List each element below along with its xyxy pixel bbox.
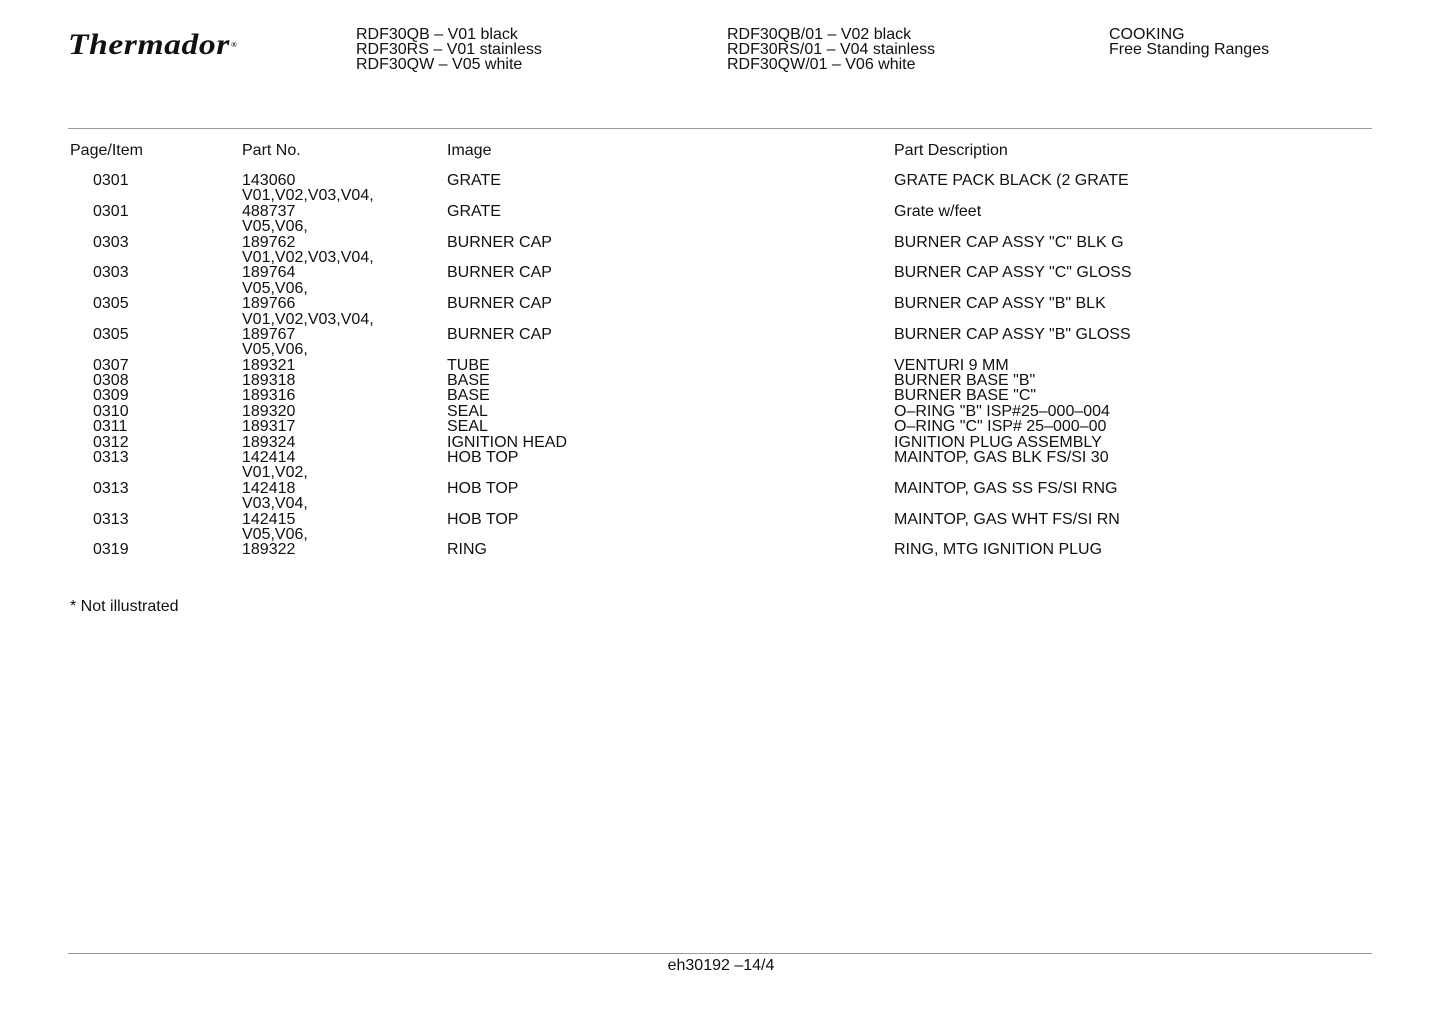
- table-row: [0, 512, 1442, 527]
- variant-row: [0, 188, 1442, 203]
- table-row: [0, 265, 1442, 280]
- cell-page-item: 0313: [93, 449, 129, 467]
- cell-variants: V05,V06,: [242, 218, 308, 236]
- cell-part-no: 189322: [242, 541, 296, 559]
- cell-page-item: 0305: [93, 325, 129, 343]
- cell-page-item: 0309: [93, 387, 129, 405]
- cell-page-item: 0313: [93, 479, 129, 497]
- cell-image: BASE: [447, 387, 490, 405]
- table-row: [0, 296, 1442, 311]
- cell-image: BASE: [447, 372, 490, 390]
- cell-variants: V01,V02,V03,V04,: [242, 248, 374, 266]
- cell-description: GRATE PACK BLACK (2 GRATE: [894, 172, 1129, 189]
- variant-row: [0, 527, 1442, 542]
- cell-page-item: 0301: [93, 172, 129, 189]
- cell-description: MAINTOP, GAS WHT FS/SI RN: [894, 510, 1120, 528]
- cell-description: O–RING "C" ISP# 25–000–00: [894, 418, 1107, 436]
- table-row: [0, 358, 1442, 373]
- cell-page-item: 0311: [93, 418, 128, 436]
- cell-part-no: 189320: [242, 402, 296, 420]
- cell-page-item: 0310: [93, 402, 129, 420]
- table-row: [0, 481, 1442, 496]
- table-row: [0, 450, 1442, 465]
- cell-description: BURNER BASE "C": [894, 387, 1037, 405]
- model-line: RDF30RS/01 – V04 stainless: [727, 41, 936, 58]
- table-row: [0, 204, 1442, 219]
- cell-description: BURNER CAP ASSY "B" GLOSS: [894, 325, 1131, 343]
- cell-variants: V03,V04,: [242, 495, 308, 513]
- page-footer: eh30192 –14/4: [667, 957, 775, 974]
- cell-description: MAINTOP, GAS BLK FS/SI 30: [894, 449, 1109, 467]
- cell-variants: V05,V06,: [242, 279, 308, 297]
- cell-image: SEAL: [447, 402, 488, 420]
- cell-page-item: 0312: [93, 433, 129, 451]
- model-list-secondary: [727, 27, 935, 72]
- cell-part-no: 189324: [242, 433, 296, 451]
- footer-divider: [68, 953, 1372, 954]
- cell-description: IGNITION PLUG ASSEMBLY: [894, 433, 1102, 451]
- table-row: [0, 542, 1442, 557]
- cell-image: HOB TOP: [447, 479, 519, 497]
- cell-image: BURNER CAP: [447, 233, 552, 251]
- cell-variants: V05,V06,: [242, 341, 308, 359]
- cell-part-no: 189316: [242, 387, 296, 405]
- model-line: RDF30QB/01 – V02 black: [727, 26, 912, 43]
- cell-page-item: 0301: [93, 202, 129, 220]
- table-row: [0, 388, 1442, 403]
- cell-page-item: 0308: [93, 372, 129, 390]
- cell-page-item: 0319: [93, 541, 129, 559]
- model-list-primary: [356, 27, 542, 72]
- variant-row: [0, 219, 1442, 234]
- model-line: RDF30QB – V01 black: [356, 26, 518, 43]
- cell-image: HOB TOP: [447, 449, 519, 467]
- table-row: [0, 419, 1442, 434]
- header-divider: [68, 128, 1372, 129]
- category-label: [1109, 27, 1269, 57]
- cell-variants: V05,V06,: [242, 525, 308, 543]
- variant-row: [0, 465, 1442, 480]
- cell-part-no: 189766: [242, 295, 296, 313]
- cell-description: RING, MTG IGNITION PLUG: [894, 541, 1103, 559]
- cell-part-no: 189764: [242, 264, 296, 282]
- category-line: COOKING: [1109, 26, 1185, 43]
- table-row: [0, 435, 1442, 450]
- cell-image: SEAL: [447, 418, 488, 436]
- table-row: [0, 235, 1442, 250]
- table-row: [0, 404, 1442, 419]
- cell-image: RING: [447, 541, 487, 559]
- table-row: [0, 173, 1442, 188]
- cell-variants: V01,V02,: [242, 464, 308, 482]
- cell-part-no: 189321: [242, 356, 296, 374]
- cell-image: BURNER CAP: [447, 325, 552, 343]
- cell-description: BURNER CAP ASSY "C" BLK G: [894, 233, 1124, 251]
- cell-description: BURNER CAP ASSY "C" GLOSS: [894, 264, 1132, 282]
- cell-image: HOB TOP: [447, 510, 519, 528]
- table-row: [0, 373, 1442, 388]
- column-header-part-no: Part No.: [242, 142, 301, 159]
- cell-page-item: 0307: [93, 356, 129, 374]
- cell-description: O–RING "B" ISP#25–000–004: [894, 402, 1110, 420]
- cell-part-no: 189762: [242, 233, 296, 251]
- variant-row: [0, 342, 1442, 357]
- cell-part-no: 142418: [242, 479, 296, 497]
- cell-part-no: 189318: [242, 372, 296, 390]
- cell-description: MAINTOP, GAS SS FS/SI RNG: [894, 479, 1118, 497]
- cell-description: BURNER CAP ASSY "B" BLK: [894, 295, 1106, 313]
- parts-table: [0, 173, 1442, 558]
- variant-row: [0, 312, 1442, 327]
- cell-part-no: 142414: [242, 449, 296, 467]
- variant-row: [0, 250, 1442, 265]
- cell-variants: V01,V02,V03,V04,: [242, 310, 374, 328]
- category-line: Free Standing Ranges: [1109, 41, 1270, 58]
- column-header-page-item: Page/Item: [70, 142, 143, 159]
- variant-row: [0, 496, 1442, 511]
- footnote: * Not illustrated: [70, 598, 179, 615]
- cell-image: BURNER CAP: [447, 295, 552, 313]
- cell-image: BURNER CAP: [447, 264, 552, 282]
- model-line: RDF30RS – V01 stainless: [356, 41, 542, 58]
- cell-description: Grate w/feet: [894, 202, 982, 220]
- thermador-logo: Thermador®: [68, 28, 238, 61]
- registered-mark: ®: [230, 41, 238, 49]
- column-header-description: Part Description: [894, 142, 1008, 159]
- cell-image: IGNITION HEAD: [447, 433, 568, 451]
- cell-part-no: 143060: [242, 172, 296, 189]
- cell-description: BURNER BASE "B": [894, 372, 1036, 390]
- cell-part-no: 189317: [242, 418, 296, 436]
- cell-page-item: 0313: [93, 510, 129, 528]
- cell-part-no: 189767: [242, 325, 296, 343]
- cell-description: VENTURI 9 MM: [894, 356, 1009, 374]
- cell-page-item: 0303: [93, 233, 129, 251]
- cell-variants: V01,V02,V03,V04,: [242, 187, 374, 205]
- model-line: RDF30QW/01 – V06 white: [727, 56, 916, 73]
- table-header: [0, 142, 1442, 160]
- cell-image: GRATE: [447, 202, 501, 220]
- column-header-image: Image: [447, 142, 492, 159]
- cell-part-no: 488737: [242, 202, 296, 220]
- cell-page-item: 0305: [93, 295, 129, 313]
- cell-part-no: 142415: [242, 510, 296, 528]
- cell-page-item: 0303: [93, 264, 129, 282]
- table-row: [0, 327, 1442, 342]
- model-line: RDF30QW – V05 white: [356, 56, 523, 73]
- cell-image: GRATE: [447, 172, 501, 189]
- cell-image: TUBE: [447, 356, 490, 374]
- variant-row: [0, 281, 1442, 296]
